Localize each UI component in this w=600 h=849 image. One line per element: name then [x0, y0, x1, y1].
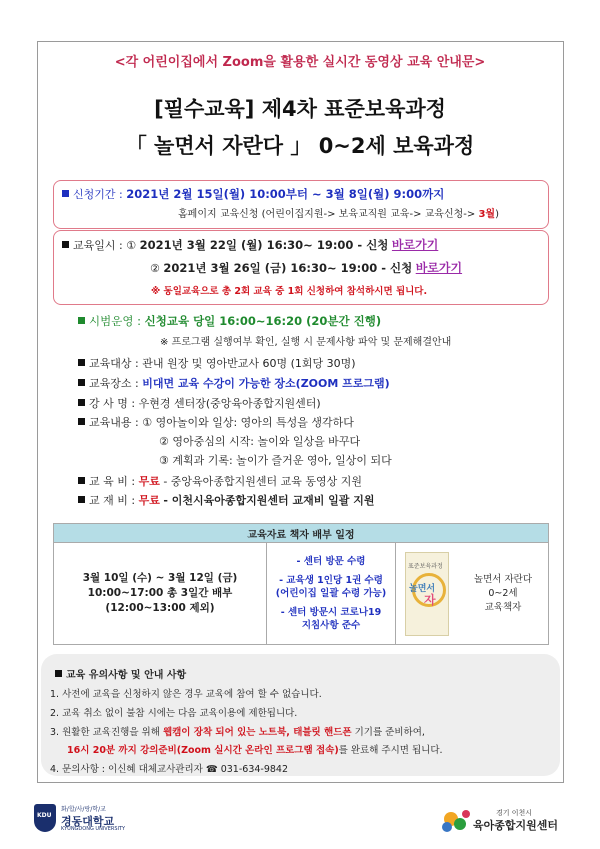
apply-path: 홈페이지 교육신청 (어린이집지원-> 보육교직원 교육-> 교육신청-> — [178, 209, 476, 220]
bullet-square-icon — [62, 241, 69, 248]
book-cover-image — [405, 552, 449, 636]
bullet-square-icon — [62, 190, 69, 197]
distribution-table — [53, 523, 549, 645]
guide-item-4 — [50, 761, 288, 775]
apply-path-suffix: ) — [495, 209, 499, 220]
method-3b: 지침사항 준수 — [301, 620, 361, 631]
book-line-2: 0~2세 — [488, 587, 518, 599]
date-line-2: 10:00~17:00 총 3일간 배부 — [87, 587, 233, 599]
guide-title: 교육 유의사항 및 안내 사항 — [66, 670, 187, 681]
method-2b: (어린이집 일괄 수령 가능) — [275, 588, 387, 599]
apply-period-row — [62, 187, 444, 202]
guide-item-3 — [50, 724, 425, 738]
bullet-square-icon — [78, 317, 85, 324]
material-free: 무료 — [138, 494, 160, 507]
guide-item-3e: 를 완료해 주시면 됩니다. — [338, 745, 443, 756]
session-2: 2021년 3월 26일 (금) 16:30~ 19:00 - 신청 — [163, 261, 413, 275]
session-2-link[interactable]: 바로가기 — [415, 261, 463, 275]
instructor-row — [78, 397, 321, 411]
content-item-3: ③ 계획과 기록: 놀이가 즐거운 영아, 일상이 되다 — [159, 454, 392, 467]
university-emblem-icon — [34, 804, 56, 832]
target-label: 교육대상 : — [89, 357, 139, 370]
guide-item-1: 1. 사전에 교육을 신청하지 않은 경우 교육에 참여 할 수 없습니다. — [50, 689, 322, 700]
place-value: 비대면 교육 수강이 가능한 장소(ZOOM 프로그램) — [142, 377, 390, 390]
trial-value: 신청교육 당일 16:00~16:20 (20분간 진행) — [144, 314, 382, 328]
guide-item-4a: 4. 문의사항 : 이신혜 대체교사관리자 — [50, 764, 203, 775]
fee-label: 교 육 비 : — [89, 475, 136, 488]
content-item-1: ① 영아놀이와 일상: 영아의 특성을 생각하다 — [142, 416, 354, 429]
center-region: 경기 이천시 — [496, 809, 533, 817]
university-motto: 화/합/사/랑/학/교 — [61, 806, 106, 813]
fee-value: - 중앙육아종합지원센터 교육 동영상 지원 — [163, 475, 362, 488]
apply-path-month: 3월 — [478, 209, 496, 220]
place-label: 교육장소 : — [89, 377, 139, 390]
bullet-square-icon — [78, 477, 85, 484]
bullet-square-icon — [78, 418, 85, 425]
title-line-2: 「 놀면서 자란다 」 0~2세 보육과정 — [125, 134, 475, 158]
content-row — [78, 416, 354, 430]
schedule-warning: ※ 동일교육으로 총 2회 교육 중 1회 신청하여 참석하시면 됩니다. — [151, 286, 428, 297]
book-cell — [396, 543, 549, 645]
logo-dot-icon — [454, 818, 466, 830]
distribution-dates — [54, 543, 267, 645]
method-1: - 센터 방문 수령 — [296, 556, 366, 567]
guide-item-3a: 3. 원활한 교육진행을 위해 — [50, 727, 160, 738]
session-1-link[interactable]: 바로가기 — [391, 238, 439, 252]
bullet-square-icon — [55, 670, 62, 677]
place-row — [78, 377, 390, 391]
date-line-1: 3월 10일 (수) ~ 3월 12일 (금) — [82, 572, 238, 584]
session-1: 2021년 3월 22일 (월) 16:30~ 19:00 - 신청 — [139, 238, 389, 252]
guide-item-3-cont — [67, 742, 443, 756]
method-3a: - 센터 방문시 코로나19 — [280, 607, 382, 618]
cover-big-text: 자 — [424, 592, 436, 607]
university-name-en: KYUNGDONG UNIVERSITY — [61, 826, 126, 832]
guide-item-3b: 웹캠이 장착 되어 있는 노트북, 태블릿 핸드폰 — [162, 727, 352, 738]
emblem-text: KDU — [37, 812, 52, 819]
trial-label: 시범운영 : — [89, 314, 141, 328]
notice-heading: <각 어린이집에서 Zoom을 활용한 실시간 동영상 교육 안내문> — [114, 55, 486, 70]
cover-title-text: 놀면서 — [409, 583, 436, 594]
bullet-square-icon — [78, 496, 85, 503]
university-name: 경동대학교 — [61, 815, 115, 828]
date-line-3: (12:00~13:00 제외) — [105, 602, 215, 614]
cover-small-text: 표준보육과정 — [408, 562, 443, 570]
material-value: - 이천시육아종합지원센터 교재비 일괄 지원 — [163, 494, 375, 507]
session-2-number: ② — [150, 262, 160, 275]
bullet-square-icon — [78, 379, 85, 386]
book-description — [458, 573, 548, 615]
content-item-2: ② 영아중심의 시작: 놀이와 일상을 바꾸다 — [159, 435, 361, 448]
instructor-value: 우현경 센터장(중앙육아종합지원센터) — [138, 397, 321, 410]
bullet-square-icon — [78, 359, 85, 366]
guide-item-3d: 16시 20분 까지 강의준비(Zoom 실시간 온라인 프로그램 접속) — [67, 745, 339, 756]
method-2a: - 교육생 1인당 1권 수령 — [279, 575, 383, 586]
guide-item-3c: 기기를 준비하여, — [354, 727, 425, 738]
logo-dot-icon — [442, 822, 452, 832]
trial-row — [78, 314, 381, 328]
fee-free: 무료 — [138, 475, 160, 488]
center-name: 육아종합지원센터 — [473, 819, 559, 832]
guide-title-row — [55, 666, 186, 681]
schedule-row-2 — [150, 261, 462, 276]
title-line-1: [필수교육] 제4차 표준보육과정 — [154, 97, 446, 121]
material-label: 교 재 비 : — [89, 494, 136, 507]
material-row — [78, 494, 375, 508]
bullet-square-icon — [78, 399, 85, 406]
target-value: 관내 원장 및 영아반교사 60명 (1회당 30명) — [142, 357, 356, 370]
guide-item-2: 2. 교육 취소 없이 불참 시에는 다음 교육이용에 제한됩니다. — [50, 708, 298, 719]
fee-row — [78, 475, 362, 489]
book-line-1: 놀면서 자란다 — [473, 573, 533, 585]
schedule-label: 교육일시 : — [73, 239, 123, 252]
target-row — [78, 357, 356, 371]
table-header: 교육자료 책자 배부 일정 — [54, 524, 549, 543]
trial-note: ※ 프로그램 실행여부 확인, 실행 시 문제사항 파악 및 문제해결안내 — [160, 337, 452, 348]
distribution-methods — [267, 543, 396, 645]
guide-phone: ☎ 031-634-9842 — [205, 764, 289, 775]
apply-path-row — [178, 208, 499, 222]
apply-period: 2021년 2월 15일(월) 10:00부터 ~ 3월 8일(월) 9:00까지 — [126, 187, 445, 201]
content-label: 교육내용 : — [89, 416, 139, 429]
schedule-row-1 — [62, 238, 438, 253]
session-1-number: ① — [126, 239, 137, 252]
book-line-3: 교육책자 — [484, 601, 522, 613]
apply-label: 신청기간 : — [73, 188, 123, 201]
logo-dot-icon — [462, 810, 470, 818]
instructor-label: 강 사 명 : — [89, 397, 136, 410]
